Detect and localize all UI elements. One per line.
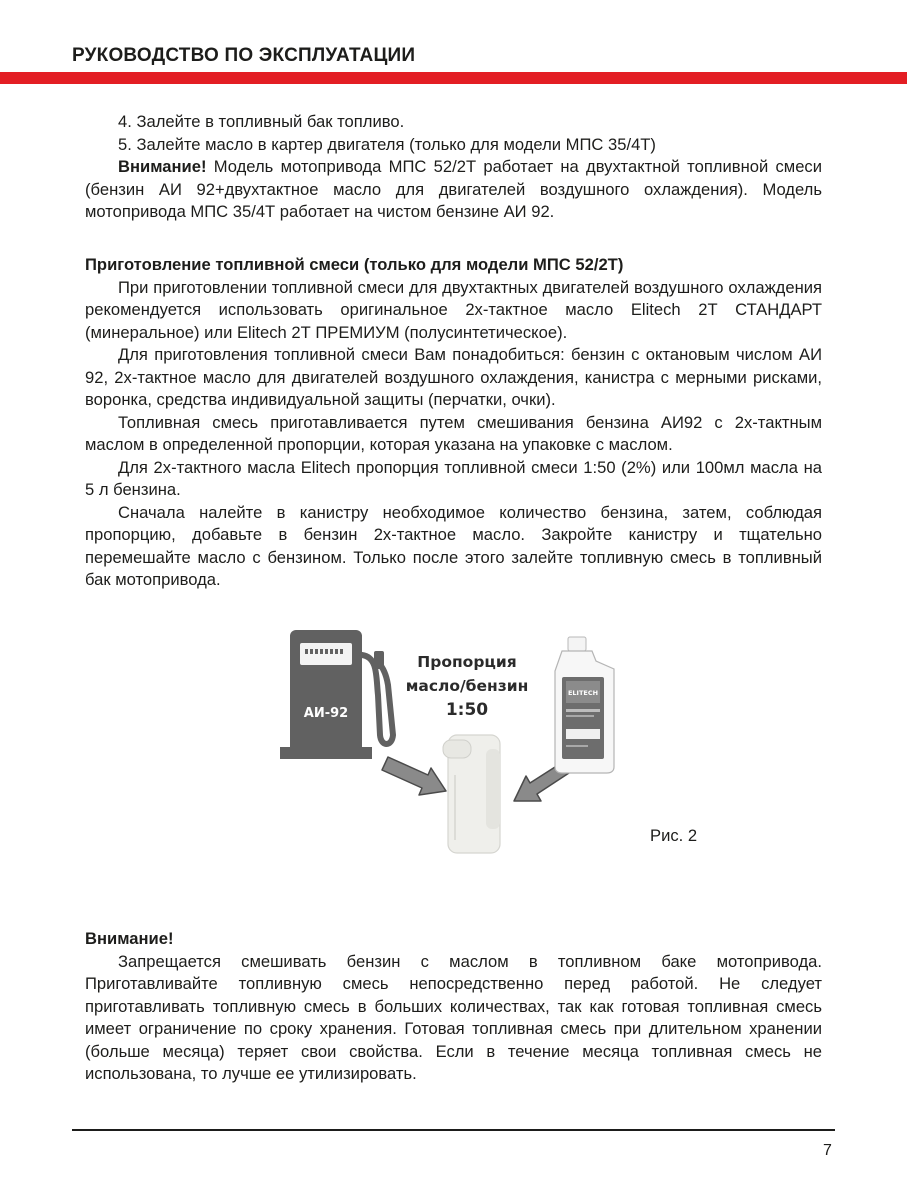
section-title: Приготовление топливной смеси (только для модели МПС 52/2Т) [85, 255, 624, 274]
attention-text: Модель мотопривода МПС 52/2Т работает на двухтактной топливной смеси (бензин АИ 92+двухтактное масло для двигателей воздушного охлаждения). Модель мотопривода МПС 35/4Т работает на чистом бензине АИ 92. [85, 157, 822, 221]
header-red-bar [0, 72, 907, 84]
canister-icon [443, 735, 500, 853]
proportion-line-2: масло/бензин [405, 677, 529, 695]
fuel-mixture-section [85, 254, 822, 592]
proportion-line-1: Пропорция [417, 653, 517, 671]
proportion-ratio: 1:50 [445, 700, 489, 720]
page-header-title: РУКОВОДСТВО ПО ЭКСПЛУАТАЦИИ [72, 45, 416, 66]
attention-paragraph [85, 156, 822, 224]
gas-pump-icon [280, 630, 393, 759]
oil-bottle-icon [555, 637, 614, 773]
step-5: 5. Залейте масло в картер двигателя (только для модели МПС 35/4Т) [118, 134, 656, 154]
section-paragraph: Сначала налейте в канистру необходимое количество бензина, затем, соблюдая пропорцию, добавьте в бензин 2х-тактное масло. Закройте канистру и тщательно перемешайте масло с бензином. Только после этого залейте топливную смесь в топливный бак мотопривода. [85, 502, 822, 589]
bottle-brand: ELITECH [567, 689, 599, 697]
attention-label: Внимание! [118, 157, 207, 176]
steps-block [85, 111, 822, 224]
proportion-label [402, 650, 532, 722]
section-paragraph: Для 2х-тактного масла Elitech пропорция топливной смеси 1:50 (2%) или 100мл масла на 5 л бензина. [85, 457, 822, 499]
warning-text: Запрещается смешивать бензин с маслом в топливном баке мотопривода. Приготавливайте топливную смесь непосредственно перед работой. Не следует приготавливать топливную смесь в больших количествах, так как готовая топливная смесь имеет ограничение по сроку хранения. Готовая топливная смесь при длительном хранении (больше месяца) теряет свои свойства. Если в течение месяца топливная смесь не использована, то лучше ее утилизировать. [85, 951, 822, 1083]
footer-divider [72, 1129, 835, 1131]
section-paragraph: Для приготовления топливной смеси Вам понадобиться: бензин с октановым числом АИ 92, 2х-тактное масло для двигателей воздушного охлаждения, канистра с мерными рисками, воронка, средства индивидуальной защиты (перчатки, очки). [85, 345, 822, 409]
pump-label: АИ-92 [303, 706, 349, 721]
warning-section [85, 928, 822, 1086]
left-arrow-icon [382, 757, 446, 795]
section-paragraph: Топливная смесь приготавливается путем смешивания бензина АИ92 с 2х-тактным маслом в определенной пропорции, которая указана на упаковке с маслом. [85, 412, 822, 454]
section-paragraph: При приготовлении топливной смеси для двухтактных двигателей воздушного охлаждения рекомендуется использовать оригинальное 2х-тактное масло Elitech 2Т СТАНДАРТ (минеральное) или Elitech 2Т ПРЕМИУМ (полусинтетическое). [85, 277, 822, 342]
step-4: 4. Залейте в топливный бак топливо. [118, 112, 405, 131]
warning-title: Внимание! [85, 929, 174, 948]
page-number: 7 [823, 1142, 832, 1159]
figure-caption: Рис. 2 [650, 826, 698, 845]
